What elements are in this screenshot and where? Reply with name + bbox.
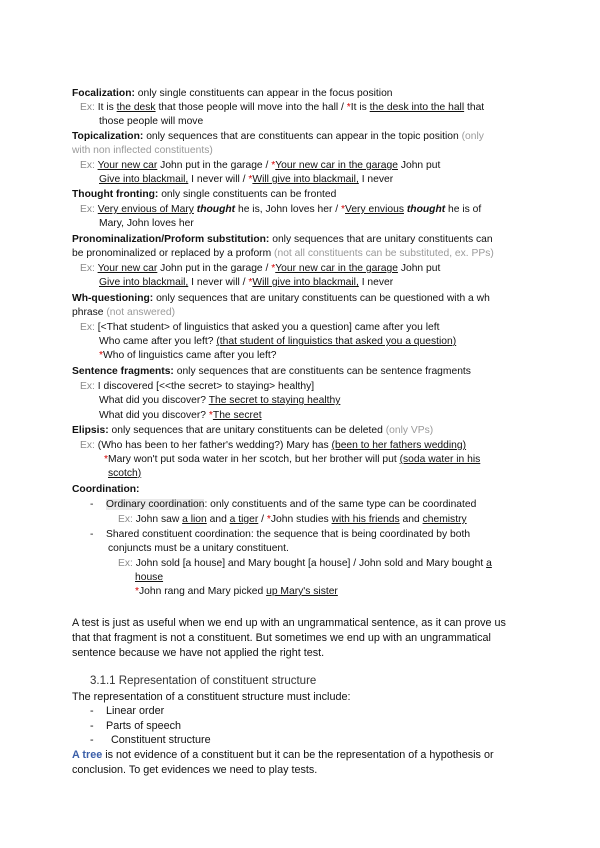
underlined-constituent: Your new car — [97, 160, 158, 171]
pronominalization-title: Pronominalization/Proform substitution: — [72, 234, 270, 245]
shared-coordination-line1 — [90, 528, 470, 541]
elipsis-example-line2 — [104, 453, 480, 466]
ex-label: Ex: — [80, 263, 95, 274]
list-item-constituent-structure — [90, 733, 211, 747]
underlined-constituent: a lion — [182, 514, 207, 525]
paragraph-line1: A test is just as useful when we end up with an ungrammatical sentence, as it can prove us — [72, 617, 506, 629]
ungrammatical-star: * — [266, 514, 271, 525]
example-text: and — [206, 514, 230, 525]
wh-example-line3 — [99, 349, 276, 362]
fragments-title: Sentence fragments: — [72, 366, 174, 377]
pronominalization-heading-line — [72, 233, 493, 246]
fragments-desc: only sequences that are constituents can be sentence fragments — [173, 366, 471, 377]
fragments-heading-line — [72, 365, 471, 378]
bullet-dash: - — [90, 734, 94, 746]
example-text: / — [258, 514, 267, 525]
example-text: Who of linguistics came after you left? — [103, 350, 277, 361]
ex-label: Ex: — [80, 381, 95, 392]
example-text: I never — [358, 174, 394, 185]
thought-fronting-desc: only single constituents can be fronted — [158, 189, 337, 200]
ex-label: Ex: — [80, 204, 95, 215]
ungrammatical-star: * — [99, 350, 104, 361]
coordination-title: Coordination: — [72, 484, 140, 495]
ungrammatical-star: * — [248, 174, 253, 185]
example-text: I never will / — [188, 174, 249, 185]
ungrammatical-star: * — [271, 263, 276, 274]
ungrammatical-star: * — [346, 102, 351, 113]
ordinary-coordination-term: Ordinary coordination — [106, 499, 205, 510]
example-text: John saw — [132, 514, 183, 525]
wh-desc-line2 — [72, 306, 175, 319]
example-text: What did you discover? — [99, 410, 209, 421]
example-text: What did you discover? — [99, 395, 209, 406]
ex-label: Ex: — [80, 440, 95, 451]
underlined-constituent: Very envious of Mary — [97, 204, 194, 215]
example-text: I never will / — [188, 277, 249, 288]
underlined-constituent: Your new car — [97, 263, 158, 274]
elipsis-heading-line — [72, 424, 433, 437]
list-item-label: Linear order — [106, 705, 165, 717]
wh-note: (not answered) — [106, 307, 176, 318]
tree-desc: is not evidence of a constituent but it can be the representation of a hypothesis or — [102, 749, 494, 761]
topicalization-example-line2 — [99, 173, 393, 186]
underlined-constituent: The secret to staying healthy — [208, 395, 341, 406]
pronominalization-desc2: be pronominalized or replaced by a proform — [72, 248, 275, 259]
elipsis-example-line3: scotch) — [108, 468, 142, 479]
bullet-dash: - — [90, 705, 94, 717]
underlined-constituent: Your new car in the garage — [275, 263, 398, 274]
focalization-title: Focalization: — [72, 88, 135, 99]
underlined-constituent: Will give into blackmail, — [252, 277, 359, 288]
section-heading: 3.1.1 Representation of constituent structure — [90, 675, 317, 687]
example-text: that — [464, 102, 485, 113]
fragments-example-line2 — [99, 394, 340, 407]
topicalization-example-line1 — [80, 159, 440, 172]
underlined-constituent: up Mary's sister — [266, 586, 338, 597]
example-text: It is — [350, 102, 370, 113]
underlined-constituent: the desk — [116, 102, 156, 113]
example-text: [<That student> of linguistics that asked you a question] came after you left — [94, 322, 440, 333]
shared-coordination-example1-line2: house — [135, 572, 164, 583]
underlined-constituent: with his friends — [331, 514, 400, 525]
thought-fronting-example-line2: Mary, John loves her — [99, 218, 194, 229]
underlined-constituent: a — [486, 558, 492, 569]
section-intro: The representation of a constituent structure must include: — [72, 691, 351, 703]
topicalization-desc: only sequences that are constituents can appear in the topic position — [143, 131, 462, 142]
elipsis-title: Elipsis: — [72, 425, 109, 436]
underlined-constituent: Give into blackmail, — [99, 277, 189, 288]
wh-desc: only sequences that are unitary constituents can be questioned with a wh — [153, 293, 490, 304]
underlined-constituent: Will give into blackmail, — [252, 174, 359, 185]
ex-label: Ex: — [118, 514, 133, 525]
ungrammatical-star: * — [248, 277, 253, 288]
example-text: I never — [358, 277, 394, 288]
example-text: Who came after you left? — [99, 336, 217, 347]
list-item-parts-of-speech — [90, 719, 181, 733]
paragraph-line3: sentence because we have not applied the right test. — [72, 647, 325, 659]
elipsis-note: (only VPs) — [385, 425, 434, 436]
ungrammatical-star: * — [104, 454, 109, 465]
thought-fronting-example-line1 — [80, 203, 481, 216]
underlined-constituent: Your new car in the garage — [275, 160, 398, 171]
example-text: Mary won't put soda water in her scotch, but her brother will put — [108, 454, 400, 465]
example-text: he is, John loves her / — [235, 204, 341, 215]
ex-label: Ex: — [80, 102, 95, 113]
focalization-heading-line — [72, 87, 393, 100]
bullet-dash: - — [90, 499, 94, 510]
coordination-heading-line — [72, 483, 140, 496]
wh-example-line2 — [99, 335, 456, 348]
underlined-constituent: chemistry — [422, 514, 467, 525]
shared-coordination-line2: conjuncts must be a unitary constituent. — [108, 543, 289, 554]
paragraph-line2: that that fragment is not a constituent. But sometimes we end up with an ungrammatical — [72, 632, 491, 644]
focalization-example-line1 — [80, 101, 484, 114]
pronominalization-example-line1 — [80, 262, 440, 275]
ungrammatical-star: * — [271, 160, 276, 171]
wh-desc2: phrase — [72, 307, 107, 318]
topicalization-heading-line — [72, 130, 484, 143]
thought-fronting-heading-line — [72, 188, 336, 201]
fragments-example-line1 — [80, 380, 314, 393]
example-text: John put — [397, 160, 441, 171]
example-text: he is of — [445, 204, 482, 215]
wh-title: Wh-questioning: — [72, 293, 154, 304]
example-text: John rang and Mary picked — [139, 586, 267, 597]
shared-coordination-example1 — [118, 557, 492, 570]
example-text: and — [399, 514, 423, 525]
focalization-example-line2: those people will move — [99, 116, 204, 127]
ungrammatical-star: * — [208, 410, 213, 421]
ex-label: Ex: — [118, 558, 133, 569]
list-item-label: Parts of speech — [106, 720, 182, 732]
topicalization-note-line2: with non inflected constituents) — [72, 145, 213, 156]
underlined-constituent: (that student of linguistics that asked you a question) — [216, 336, 457, 347]
fragments-example-line3 — [99, 409, 262, 422]
topicalization-note: (only — [461, 131, 484, 142]
ordinary-coordination-line — [90, 498, 476, 511]
underlined-constituent: (been to her fathers wedding) — [331, 440, 467, 451]
wh-example-line1 — [80, 321, 439, 334]
underlined-constituent: Very envious — [345, 204, 404, 215]
thought-fronting-title: Thought fronting: — [72, 189, 159, 200]
example-text: that those people will move into the hall / — [155, 102, 347, 113]
shared-coordination-desc: Shared constituent coordination: the sequence that is being coordinated by both — [106, 529, 471, 540]
underlined-constituent: The secret — [212, 410, 262, 421]
bullet-dash: - — [90, 720, 94, 732]
thought-word: thought — [406, 204, 446, 215]
ordinary-coordination-desc: : only constituents and of the same type can be coordinated — [204, 499, 477, 510]
focalization-desc: only single constituents can appear in the focus position — [134, 88, 393, 99]
example-text: It is — [94, 102, 117, 113]
example-text: John studies — [270, 514, 332, 525]
thought-word: thought — [196, 204, 236, 215]
pronominalization-note: (not all constituents can be substituted, ex. PPs) — [274, 248, 494, 259]
ungrammatical-star: * — [341, 204, 346, 215]
list-item-linear-order — [90, 704, 164, 718]
underlined-constituent: (soda water in his — [399, 454, 481, 465]
example-text: John put in the garage / — [157, 160, 272, 171]
tree-line1 — [72, 748, 494, 762]
example-text: (Who has been to her father's wedding?) Mary has — [97, 440, 332, 451]
topicalization-title: Topicalization: — [72, 131, 144, 142]
underlined-constituent: Give into blackmail, — [99, 174, 189, 185]
wh-heading-line — [72, 292, 490, 305]
ungrammatical-star: * — [135, 586, 140, 597]
underlined-constituent: a tiger — [229, 514, 259, 525]
example-text: John sold [a house] and Mary bought [a house] / John sold and Mary bought — [132, 558, 487, 569]
ex-label: Ex: — [80, 160, 95, 171]
tree-line2: conclusion. To get evidences we need to play tests. — [72, 764, 318, 776]
tree-term: A tree — [72, 749, 103, 761]
list-item-label: Constituent structure — [111, 734, 211, 746]
example-text: John put — [397, 263, 441, 274]
example-text: I discovered [<<the secret> to staying> healthy] — [94, 381, 315, 392]
elipsis-desc: only sequences that are unitary constituents can be deleted — [108, 425, 386, 436]
pronominalization-example-line2 — [99, 276, 393, 289]
ex-label: Ex: — [80, 322, 95, 333]
elipsis-example-line1 — [80, 439, 466, 452]
pronominalization-desc-line2 — [72, 247, 494, 260]
underlined-constituent: the desk into the hall — [369, 102, 465, 113]
shared-coordination-example2 — [135, 585, 338, 598]
example-text: John put in the garage / — [157, 263, 272, 274]
ordinary-coordination-example — [118, 513, 467, 526]
bullet-dash: - — [90, 529, 94, 540]
pronominalization-desc: only sequences that are unitary constituents can — [269, 234, 493, 245]
